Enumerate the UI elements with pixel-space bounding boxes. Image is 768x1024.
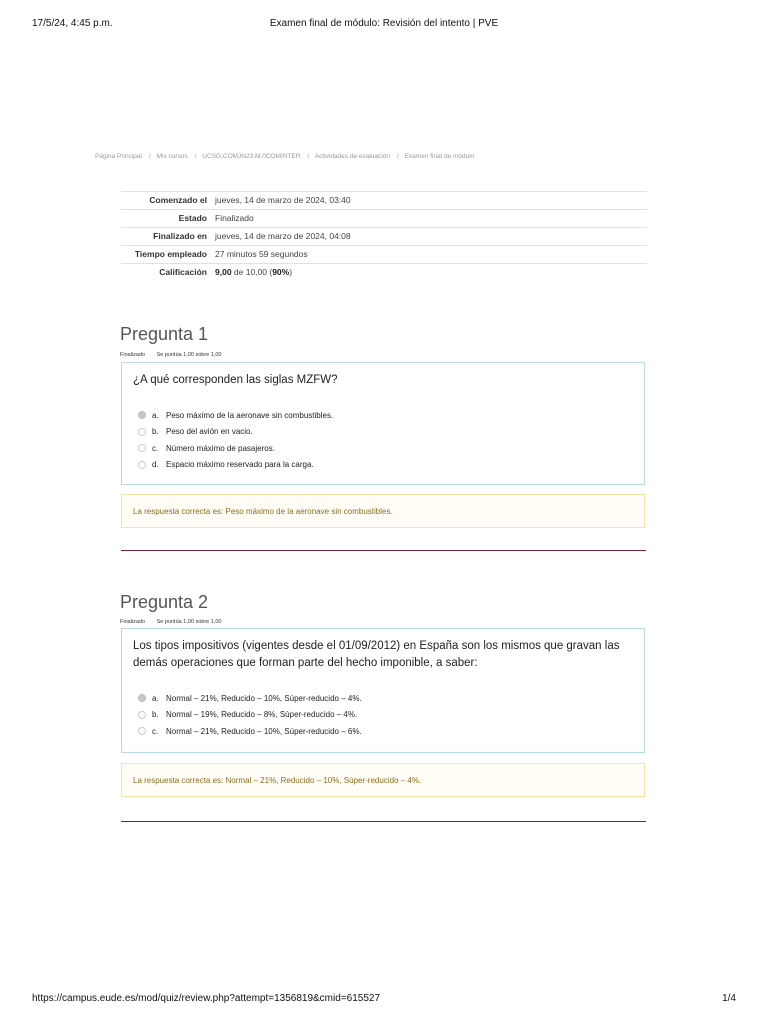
answer-letter: a. bbox=[152, 410, 159, 420]
summary-value: 27 minutos 59 segundos bbox=[211, 246, 647, 264]
summary-label: Estado bbox=[121, 210, 211, 228]
answer-text: Peso máximo de la aeronave sin combustibles. bbox=[166, 410, 334, 420]
question-1-feedback: La respuesta correcta es: Peso máximo de la aeronave sin combustibles. bbox=[121, 494, 645, 528]
question-points: Se puntúa 1,00 sobre 1,00 bbox=[156, 352, 222, 358]
answer-text: Normal – 21%, Reducido – 10%, Súper-reducido – 4%. bbox=[166, 693, 362, 703]
answer-option[interactable] bbox=[138, 407, 644, 424]
question-1-answers bbox=[138, 407, 644, 473]
answer-option[interactable] bbox=[138, 424, 644, 441]
radio-button[interactable] bbox=[138, 428, 146, 436]
question-2-answers bbox=[138, 690, 644, 740]
answer-text: Número máximo de pasajeros. bbox=[166, 443, 275, 453]
breadcrumb-my-courses[interactable]: Mis cursos bbox=[156, 153, 188, 160]
summary-value: Finalizado bbox=[211, 210, 647, 228]
radio-button-selected[interactable] bbox=[138, 411, 146, 419]
radio-button[interactable] bbox=[138, 711, 146, 719]
radio-button[interactable] bbox=[138, 461, 146, 469]
question-1-box bbox=[121, 362, 645, 485]
radio-button[interactable] bbox=[138, 444, 146, 452]
summary-row-grade bbox=[121, 264, 647, 282]
print-url: https://campus.eude.es/mod/quiz/review.php?attempt=1356819&cmid=615527 bbox=[32, 993, 381, 1004]
print-date: 17/5/24, 4:45 p.m. bbox=[32, 18, 113, 29]
breadcrumb-activities[interactable]: Actividades de evaluación bbox=[314, 153, 390, 160]
breadcrumb-separator: / bbox=[194, 153, 197, 160]
answer-letter: c. bbox=[152, 726, 159, 736]
summary-label: Comenzado el bbox=[121, 192, 211, 210]
summary-row-time bbox=[121, 246, 647, 264]
summary-row-started bbox=[121, 192, 647, 210]
grade-of: de 10,00 ( bbox=[231, 267, 273, 277]
breadcrumb-separator: / bbox=[148, 153, 151, 160]
grade-score: 9,00 bbox=[215, 267, 232, 277]
radio-button-selected[interactable] bbox=[138, 694, 146, 702]
question-1-title: Pregunta 1 bbox=[120, 324, 209, 344]
radio-button[interactable] bbox=[138, 727, 146, 735]
answer-option[interactable] bbox=[138, 723, 644, 740]
summary-label: Finalizado en bbox=[121, 228, 211, 246]
breadcrumb-separator: / bbox=[396, 153, 399, 160]
answer-letter: b. bbox=[152, 710, 159, 720]
summary-label: Calificación bbox=[121, 264, 211, 282]
answer-text: Normal – 21%, Reducido – 10%, Súper-reducido – 6%. bbox=[166, 726, 362, 736]
answer-option[interactable] bbox=[138, 707, 644, 724]
answer-option[interactable] bbox=[138, 690, 644, 707]
answer-letter: d. bbox=[152, 460, 159, 470]
breadcrumb-exam[interactable]: Examen final de módulo bbox=[404, 153, 475, 160]
question-status: Finalizado bbox=[120, 352, 146, 358]
breadcrumb bbox=[95, 153, 477, 160]
question-2-title: Pregunta 2 bbox=[120, 592, 209, 612]
grade-percent: 90% bbox=[272, 267, 290, 277]
summary-value: jueves, 14 de marzo de 2024, 03:40 bbox=[211, 192, 647, 210]
question-2-text: Los tipos impositivos (vigentes desde el 01/09/2012) en España son los mismos que gravan las demás operaciones que forman parte del hecho imponible, a saber: bbox=[133, 640, 620, 669]
answer-letter: b. bbox=[152, 427, 159, 437]
breadcrumb-course[interactable]: UCSG.COMJN23.M.0COMINTER bbox=[202, 153, 301, 160]
print-page-title: Examen final de módulo: Revisión del intento | PVE bbox=[269, 18, 499, 29]
breadcrumb-home[interactable]: Página Principal bbox=[95, 153, 142, 160]
grade-close: ) bbox=[289, 267, 293, 277]
print-page-number: 1/4 bbox=[722, 993, 736, 1004]
question-2-box bbox=[121, 628, 645, 753]
breadcrumb-separator: / bbox=[307, 153, 310, 160]
question-1-text: ¿A qué corresponden las siglas MZFW? bbox=[133, 374, 338, 386]
summary-value: jueves, 14 de marzo de 2024, 04:08 bbox=[211, 228, 647, 246]
summary-row-finished bbox=[121, 228, 647, 246]
answer-text: Peso del avión en vacio. bbox=[166, 427, 253, 437]
answer-letter: a. bbox=[152, 693, 159, 703]
answer-letter: c. bbox=[152, 443, 159, 453]
section-divider bbox=[121, 821, 646, 822]
answer-option[interactable] bbox=[138, 440, 644, 457]
grade-value bbox=[211, 264, 647, 282]
answer-text: Normal – 19%, Reducido – 8%, Súper-reducido – 4%. bbox=[166, 710, 358, 720]
question-1-meta bbox=[120, 352, 221, 358]
question-2-meta bbox=[120, 619, 221, 625]
question-2-feedback: La respuesta correcta es: Normal – 21%, Reducido – 10%, Súper-reducido – 4%. bbox=[121, 763, 645, 797]
section-divider bbox=[121, 550, 646, 551]
answer-text: Espacio máximo reservado para la carga. bbox=[166, 460, 314, 470]
attempt-summary-table bbox=[121, 191, 647, 281]
summary-label: Tiempo empleado bbox=[121, 246, 211, 264]
summary-row-state bbox=[121, 210, 647, 228]
answer-option[interactable] bbox=[138, 457, 644, 474]
question-status: Finalizado bbox=[120, 619, 146, 625]
question-points: Se puntúa 1,00 sobre 1,00 bbox=[156, 619, 222, 625]
